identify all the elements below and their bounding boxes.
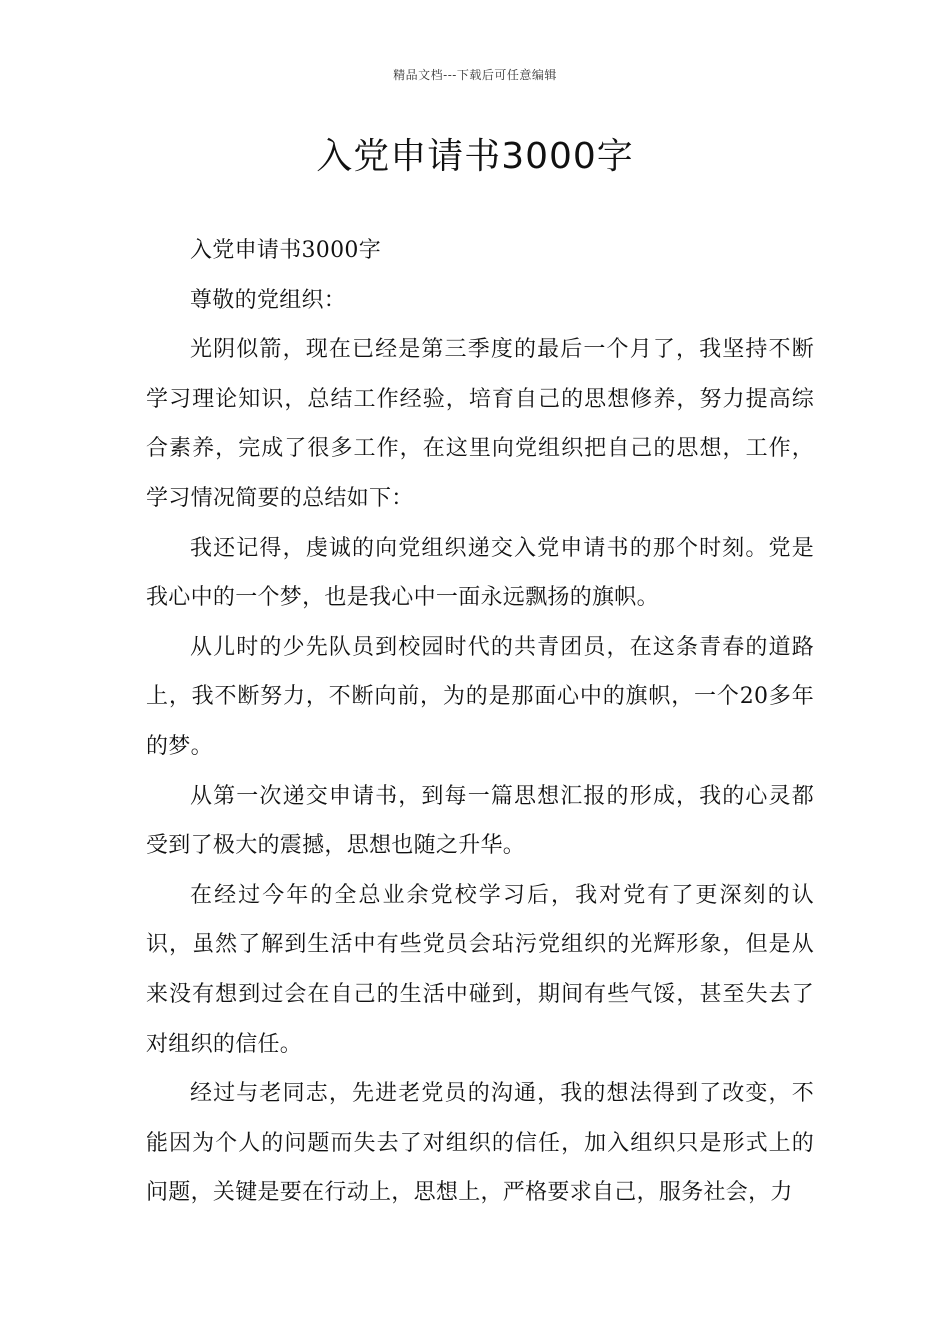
document-body	[146, 226, 814, 1218]
paragraph: 经过与老同志，先进老党员的沟通，我的想法得到了改变，不能因为个人的问题而失去了对组织的信任，加入组织只是形式上的问题，关键是要在行动上，思想上，严格要求自己，服务社会，力	[146, 1081, 814, 1206]
header-note: 精品文档---下载后可任意编辑	[393, 68, 557, 82]
paragraph: 在经过今年的全总业余党校学习后，我对党有了更深刻的认识，虽然了解到生活中有些党员会玷污党组织的光辉形象，但是从来没有想到过会在自己的生活中碰到，期间有些气馁，甚至失去了对组织的信任。	[146, 882, 814, 1057]
paragraph: 从第一次递交申请书，到每一篇思想汇报的形成，我的心灵都受到了极大的震撼，思想也随之升华。	[146, 783, 814, 859]
paragraph-subtitle: 入党申请书3000字	[190, 238, 381, 263]
paragraph: 我还记得，虔诚的向党组织递交入党申请书的那个时刻。党是我心中的一个梦，也是我心中一面永远飘扬的旗帜。	[146, 535, 814, 611]
paragraph: 光阴似箭，现在已经是第三季度的最后一个月了，我坚持不断学习理论知识，总结工作经验，培育自己的思想修养，努力提高综合素养，完成了很多工作，在这里向党组织把自己的思想，工作，学习情况简要的总结如下：	[146, 337, 814, 511]
document-title: 入党申请书3000字	[316, 136, 634, 177]
paragraph: 从儿时的少先队员到校园时代的共青团员，在这条青春的道路上，我不断努力，不断向前，为的是那面心中的旗帜，一个20多年的梦。	[146, 634, 814, 759]
paragraph-salutation: 尊敬的党组织：	[190, 287, 347, 313]
